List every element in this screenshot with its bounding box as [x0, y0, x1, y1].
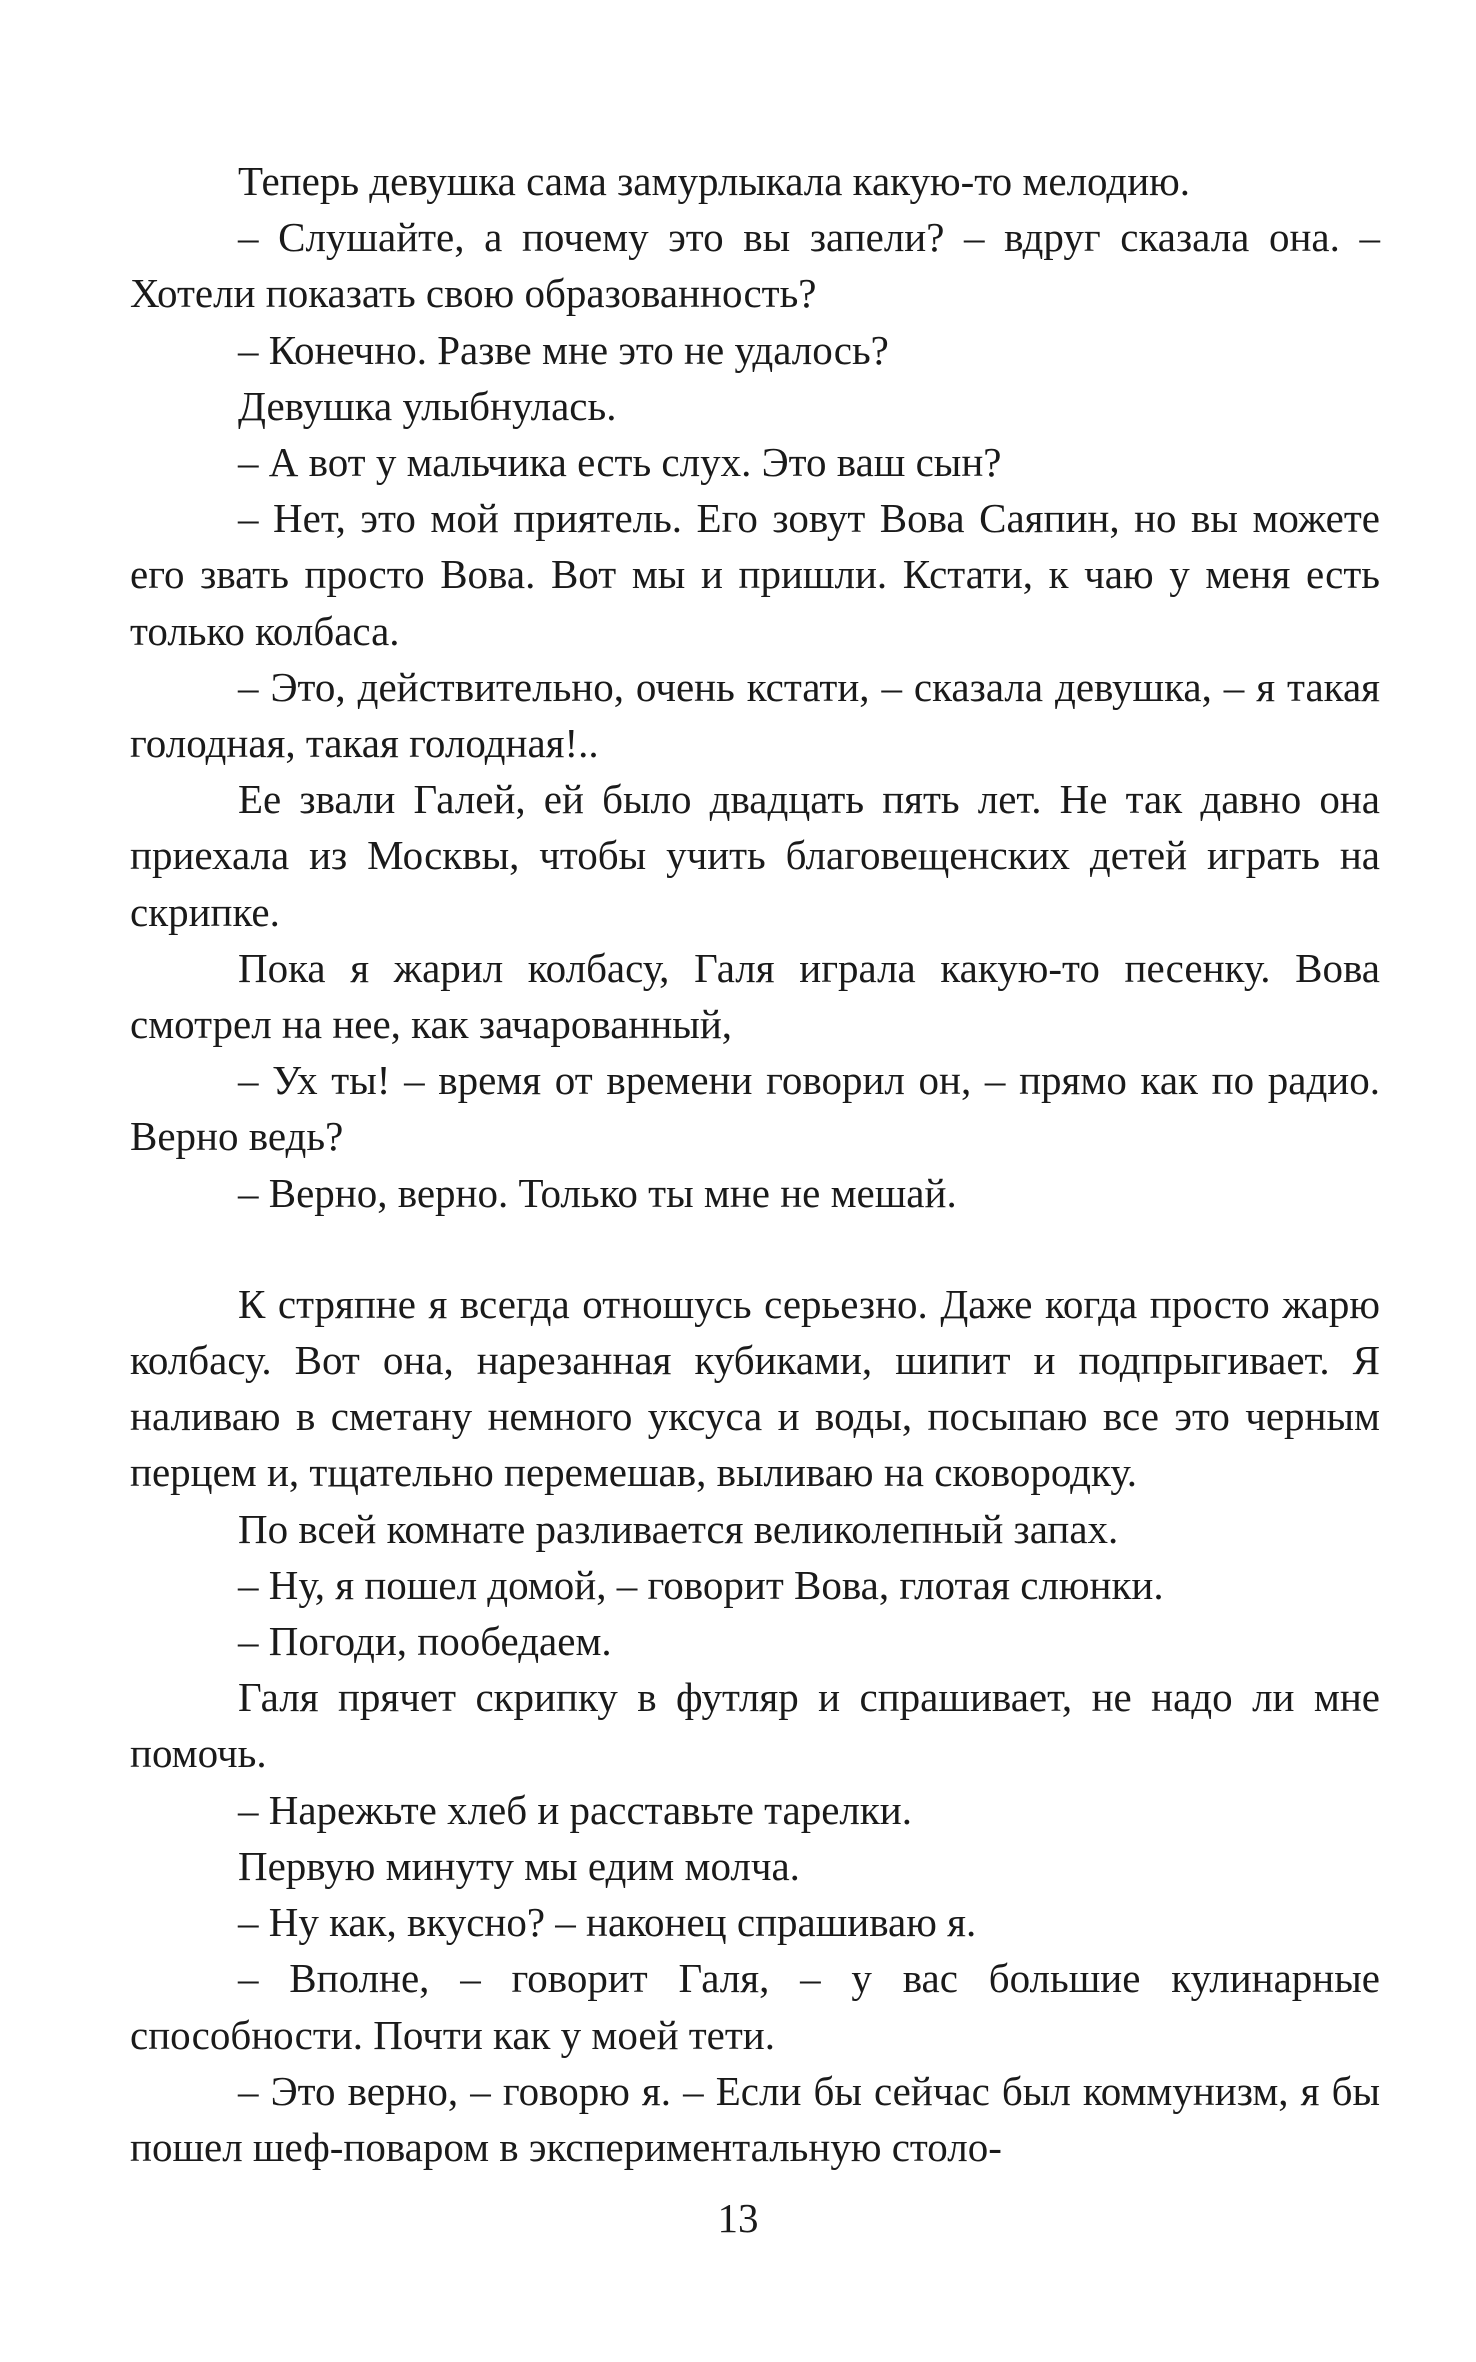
paragraph: – Погоди, пообедаем. [238, 1618, 612, 1665]
paragraph: – Слушайте, а почему это вы запели? – вдруг сказала она. – Хотели показать свою образованность? [130, 214, 1380, 317]
paragraph: Пока я жарил колбасу, Галя играла какую-то песенку. Вова смотрел на нее, как зачарованный, [130, 944, 1380, 1048]
paragraph: – Ух ты! – время от времени говорил он, – прямо как по радио. Верно ведь? [130, 1057, 1380, 1160]
paragraph: Теперь девушка сама замурлыкала какую-то мелодию. [238, 158, 1191, 204]
paragraph: – Конечно. Разве мне это не удалось? [238, 326, 889, 373]
paragraph: – Верно, верно. Только ты мне не мешай. [238, 1169, 957, 1216]
paragraph: Ее звали Галей, ей было двадцать пять лет. Не так давно она приехала из Москвы, чтобы учить благовещенских детей играть на скрипке. [130, 776, 1380, 935]
paragraph: – А вот у мальчика есть слух. Это ваш сын? [238, 439, 1002, 486]
paragraph: – Нарежьте хлеб и расставьте тарелки. [238, 1786, 912, 1833]
paragraph: По всей комнате разливается великолепный запах. [238, 1505, 1119, 1552]
paragraph: К стряпне я всегда отношусь серьезно. Даже когда просто жарю колбасу. Вот она, нарезанная кубиками, шипит и подпрыгивает. Я наливаю в сметану немного уксуса и воды, посыпаю все это черным перцем и, тщательно перемешав, выливаю на сковородку. [130, 1280, 1380, 1496]
section-break [130, 1221, 1380, 1276]
paragraph: Первую минуту мы едим молча. [238, 1842, 800, 1889]
paragraph: – Ну, я пошел домой, – говорит Вова, глотая слюнки. [238, 1561, 1164, 1608]
paragraph: Галя прячет скрипку в футляр и спрашивает, не надо ли мне помочь. [130, 1674, 1380, 1777]
paragraph: – Это верно, – говорю я. – Если бы сейчас был коммунизм, я бы пошел шеф-поваром в экспериментальную столо- [130, 2067, 1380, 2170]
paragraph: – Нет, это мой приятель. Его зовут Вова Саяпин, но вы можете его звать просто Вова. Вот мы и пришли. Кстати, к чаю у меня есть только колбаса. [130, 495, 1380, 654]
paragraph: – Это, действительно, очень кстати, – сказала девушка, – я такая голодная, такая голодная!.. [130, 663, 1380, 767]
page-number: 13 [717, 2195, 759, 2241]
paragraph: Девушка улыбнулась. [238, 382, 617, 429]
paragraph: – Вполне, – говорит Галя, – у вас большие кулинарные способности. Почти как у моей тети. [130, 1955, 1380, 2058]
paragraph: – Ну как, вкусно? – наконец спрашиваю я. [238, 1899, 977, 1946]
page-body [130, 153, 1380, 2175]
